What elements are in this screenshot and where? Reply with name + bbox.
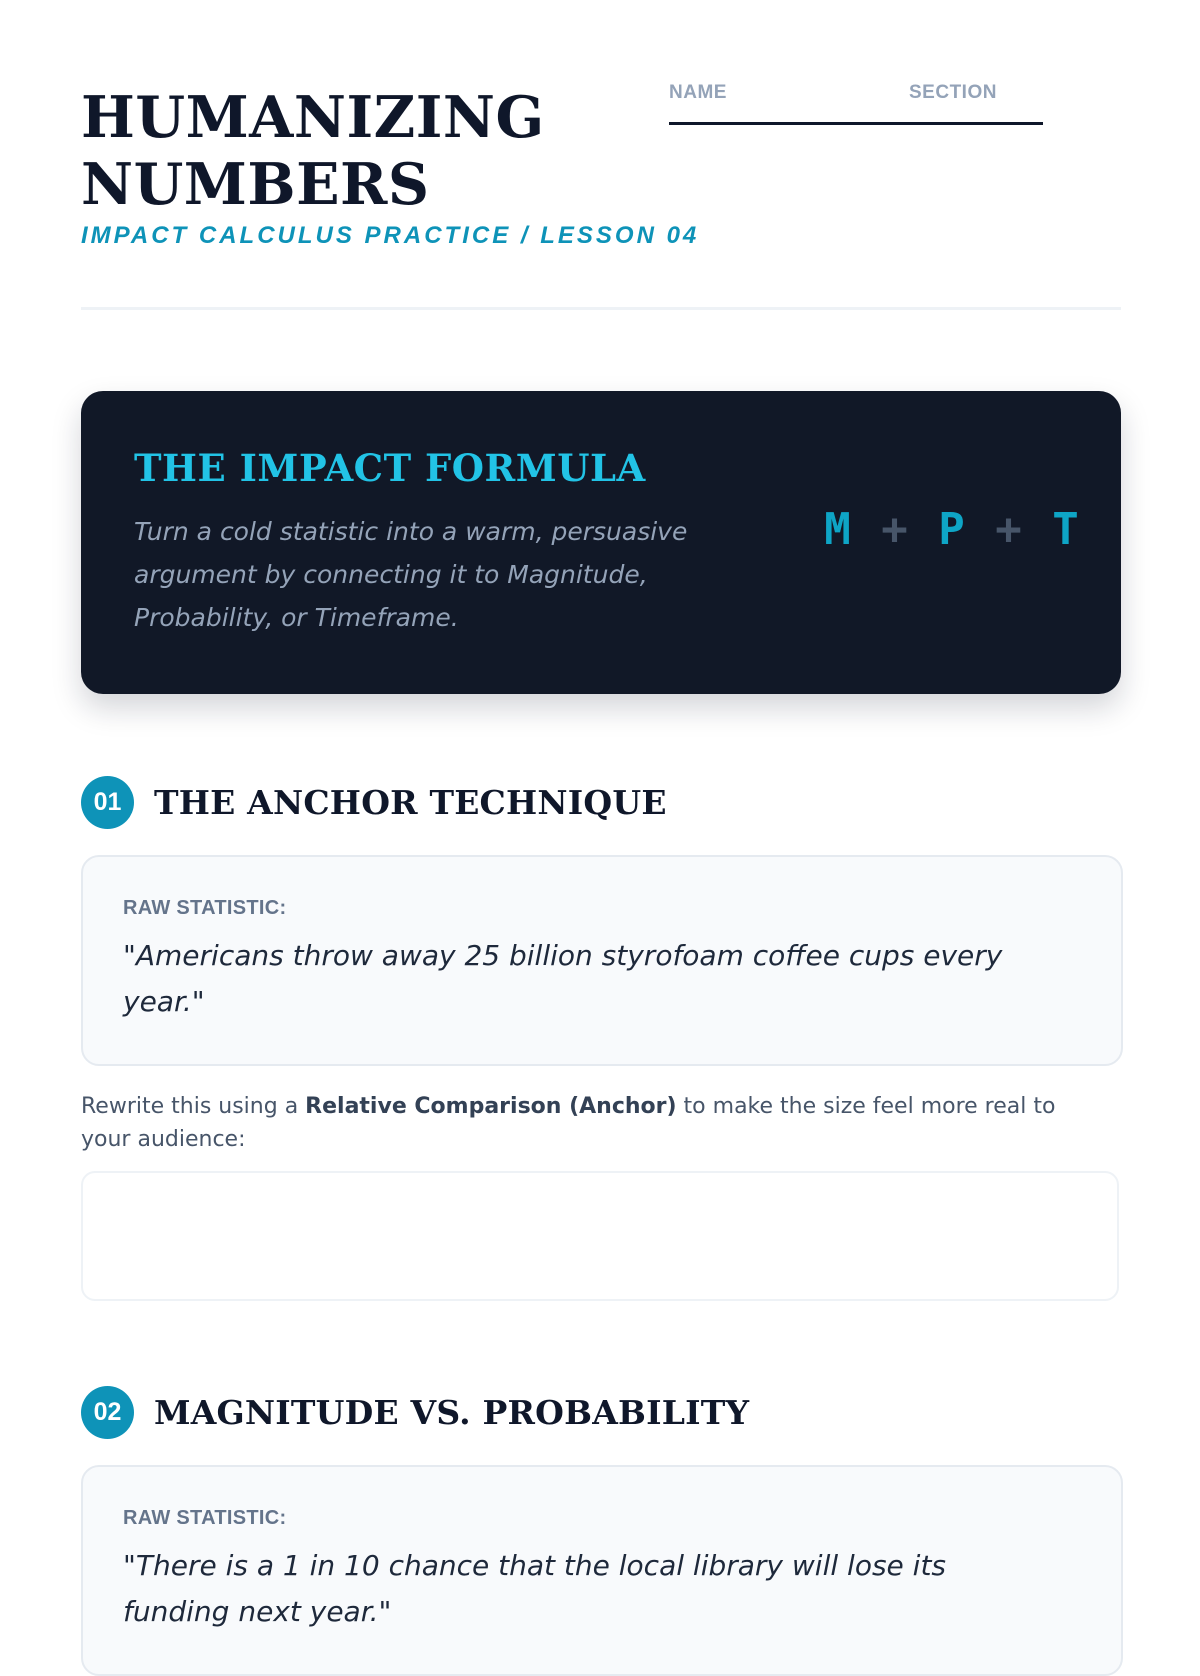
equation-p: P xyxy=(938,504,965,555)
title-line-1: HUMANIZING xyxy=(81,84,545,151)
raw-statistic-quote: "Americans throw away 25 billion styrofoam coffee cups every year." xyxy=(123,939,1003,1018)
equation-t: T xyxy=(1052,504,1079,555)
name-section-field[interactable] xyxy=(669,80,1043,125)
section-01-header xyxy=(81,776,667,829)
prompt-emphasis: Relative Comparison (Anchor) xyxy=(305,1094,677,1119)
worksheet-title xyxy=(81,84,545,218)
title-line-2: NUMBERS xyxy=(81,151,430,218)
formula-title: THE IMPACT FORMULA xyxy=(134,446,646,490)
formula-equation xyxy=(809,504,1094,555)
anchor-answer-field[interactable] xyxy=(81,1171,1119,1301)
section-02-header xyxy=(81,1386,749,1439)
equation-m: M xyxy=(824,504,851,555)
section-number-badge: 01 xyxy=(81,776,134,829)
section-label: SECTION xyxy=(909,82,997,103)
equation-plus: + xyxy=(881,504,908,555)
raw-statistic-box xyxy=(81,855,1123,1066)
prompt-text-end: to make the size feel more real to your audience: xyxy=(81,1094,1056,1152)
impact-formula-card xyxy=(81,391,1121,694)
formula-description: Turn a cold statistic into a warm, persuasive argument by connecting it to Magnitude, Probability, or Timeframe. xyxy=(134,517,688,632)
lesson-subtitle: IMPACT CALCULUS PRACTICE / LESSON 04 xyxy=(81,222,700,249)
section-title: THE ANCHOR TECHNIQUE xyxy=(154,783,667,822)
prompt-text: Rewrite this using a xyxy=(81,1094,306,1119)
raw-statistic-box xyxy=(81,1465,1123,1676)
raw-statistic-label: RAW STATISTIC: xyxy=(123,897,287,919)
section-number-badge: 02 xyxy=(81,1386,134,1439)
raw-statistic-quote: "There is a 1 in 10 chance that the local library will lose its funding next year." xyxy=(123,1549,947,1628)
rewrite-prompt xyxy=(81,1090,1081,1156)
equation-plus: + xyxy=(995,504,1022,555)
raw-statistic-label: RAW STATISTIC: xyxy=(123,1507,287,1529)
header-divider xyxy=(81,307,1121,310)
section-title: MAGNITUDE VS. PROBABILITY xyxy=(154,1393,750,1432)
name-label: NAME xyxy=(669,82,727,103)
